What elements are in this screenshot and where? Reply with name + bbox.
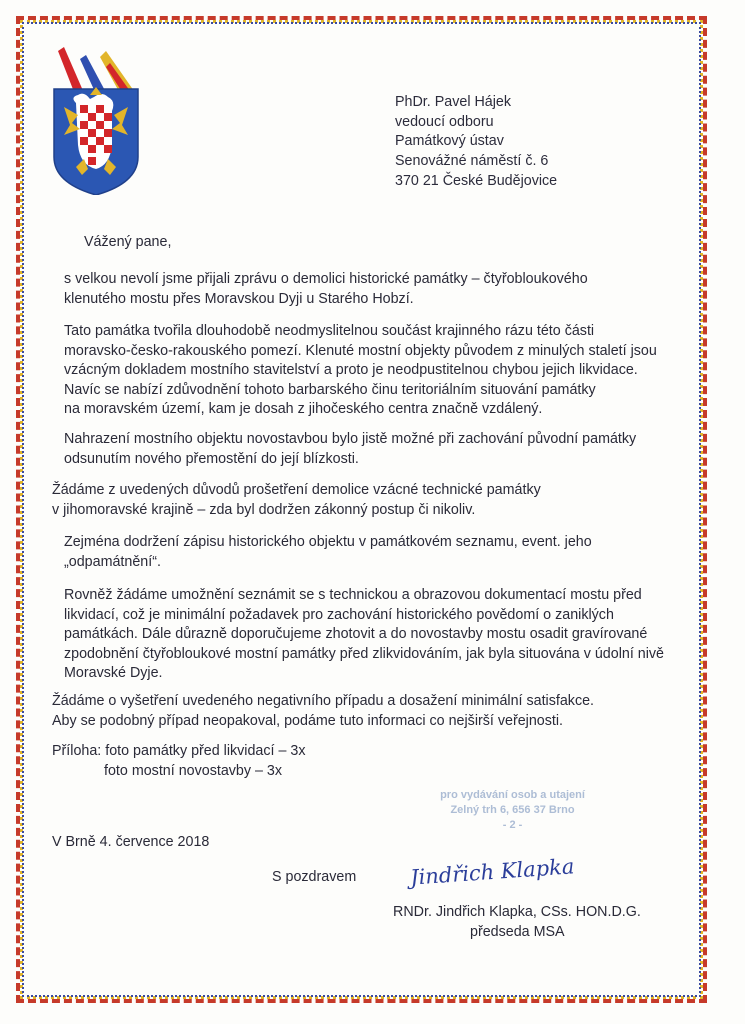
paragraph-4	[52, 481, 541, 520]
paragraph-2	[64, 322, 657, 420]
salutation: Vážený pane,	[84, 234, 172, 250]
handwritten-signature: Jindřich Klapka	[409, 854, 576, 890]
stamp-line: - 2 -	[502, 819, 523, 831]
signer-name: RNDr. Jindřich Klapka, CSs. HON.D.G.	[393, 904, 641, 920]
recipient-address	[395, 93, 557, 192]
paragraph-line: s velkou nevolí jsme přijali zprávu o demolici historické památky – čtyřobloukového	[64, 271, 588, 287]
paragraph-1	[64, 270, 588, 309]
paragraph-line: Nahrazení mostního objektu novostavbou bylo jistě možné při zachování původní památky	[64, 431, 637, 447]
faded-stamp	[425, 788, 600, 833]
closing: S pozdravem	[272, 869, 357, 885]
attachment-line-2: foto mostní novostavby – 3x	[104, 763, 283, 779]
stamp-line: Zelný trh 6, 656 37 Brno	[450, 804, 575, 816]
paragraph-line: Aby se podobný případ neopakoval, podáme tuto informaci co nejširší veřejnosti.	[52, 712, 564, 729]
paragraph-line: Zejména dodržení zápisu historického objektu v památkovém seznamu, event. jeho	[64, 534, 592, 550]
paragraph-line: moravsko-česko-rakouského pomezí. Klenuté mostní objekty původem z minulých staletí jsou	[64, 342, 657, 359]
paragraph-line: památkách. Dále důrazně doporučujeme zhotovit a do novostavby mostu osadit gravírované	[64, 626, 648, 642]
paragraph-line: Žádáme o vyšetření uvedeného negativního případu a dosažení minimální satisfakce.	[52, 693, 595, 709]
paragraph-line: v jihomoravské krajině – zda byl dodržen zákonný postup či nikoliv.	[52, 501, 476, 518]
recipient-city: 370 21 České Budějovice	[395, 172, 558, 189]
recipient-name: PhDr. Pavel Hájek	[395, 94, 512, 110]
letter-date: V Brně 4. července 2018	[52, 834, 210, 850]
paragraph-line: odsunutím nového přemostění do její blízkosti.	[64, 450, 359, 467]
paragraph-6	[64, 586, 664, 684]
attachment-line-1: Příloha: foto památky před likvidací – 3x	[52, 743, 306, 759]
paragraph-line: Žádáme z uvedených důvodů prošetření demolice vzácné technické památky	[52, 482, 541, 498]
recipient-title: vedoucí odboru	[395, 113, 494, 130]
paragraph-7	[52, 692, 594, 731]
paragraph-line: Rovněž žádáme umožnění seznámit se s technickou a obrazovou dokumentací mostu před	[64, 587, 642, 603]
recipient-institution: Památkový ústav	[395, 133, 504, 150]
moravian-eagle-emblem-icon	[50, 45, 142, 195]
paragraph-line: zpodobnění čtyřobloukové mostní památky před zlikvidováním, jak byla situována v údolní nivě	[64, 645, 665, 662]
paragraph-line: na moravském území, kam je dosah z jihočeského centra značně vzdálený.	[64, 401, 543, 417]
recipient-street: Senovážné náměstí č. 6	[395, 153, 549, 170]
paragraph-line: vzácným dokladem mostního stavitelství a proto je neodpustitelnou chybou jejich likvidace.	[64, 362, 638, 378]
paragraph-line: „odpamátnění“.	[64, 553, 161, 570]
stamp-line: pro vydávání osob a utajení	[440, 789, 585, 801]
paragraph-5	[64, 533, 592, 572]
signer-role: předseda MSA	[470, 924, 565, 940]
paragraph-line: likvidací, což je minimální požadavek pro zachování historického povědomí o zaniklých	[64, 606, 614, 623]
paragraph-line: Navíc se nabízí zdůvodnění tohoto barbarského činu teritoriálním situování památky	[64, 381, 596, 398]
paragraph-3	[64, 430, 636, 469]
paragraph-line: Moravské Dyje.	[64, 665, 163, 681]
paragraph-line: Tato památka tvořila dlouhodobě neodmyslitelnou součást krajinného rázu této části	[64, 323, 595, 339]
paragraph-line: klenutého mostu přes Moravskou Dyji u Starého Hobzí.	[64, 290, 414, 307]
